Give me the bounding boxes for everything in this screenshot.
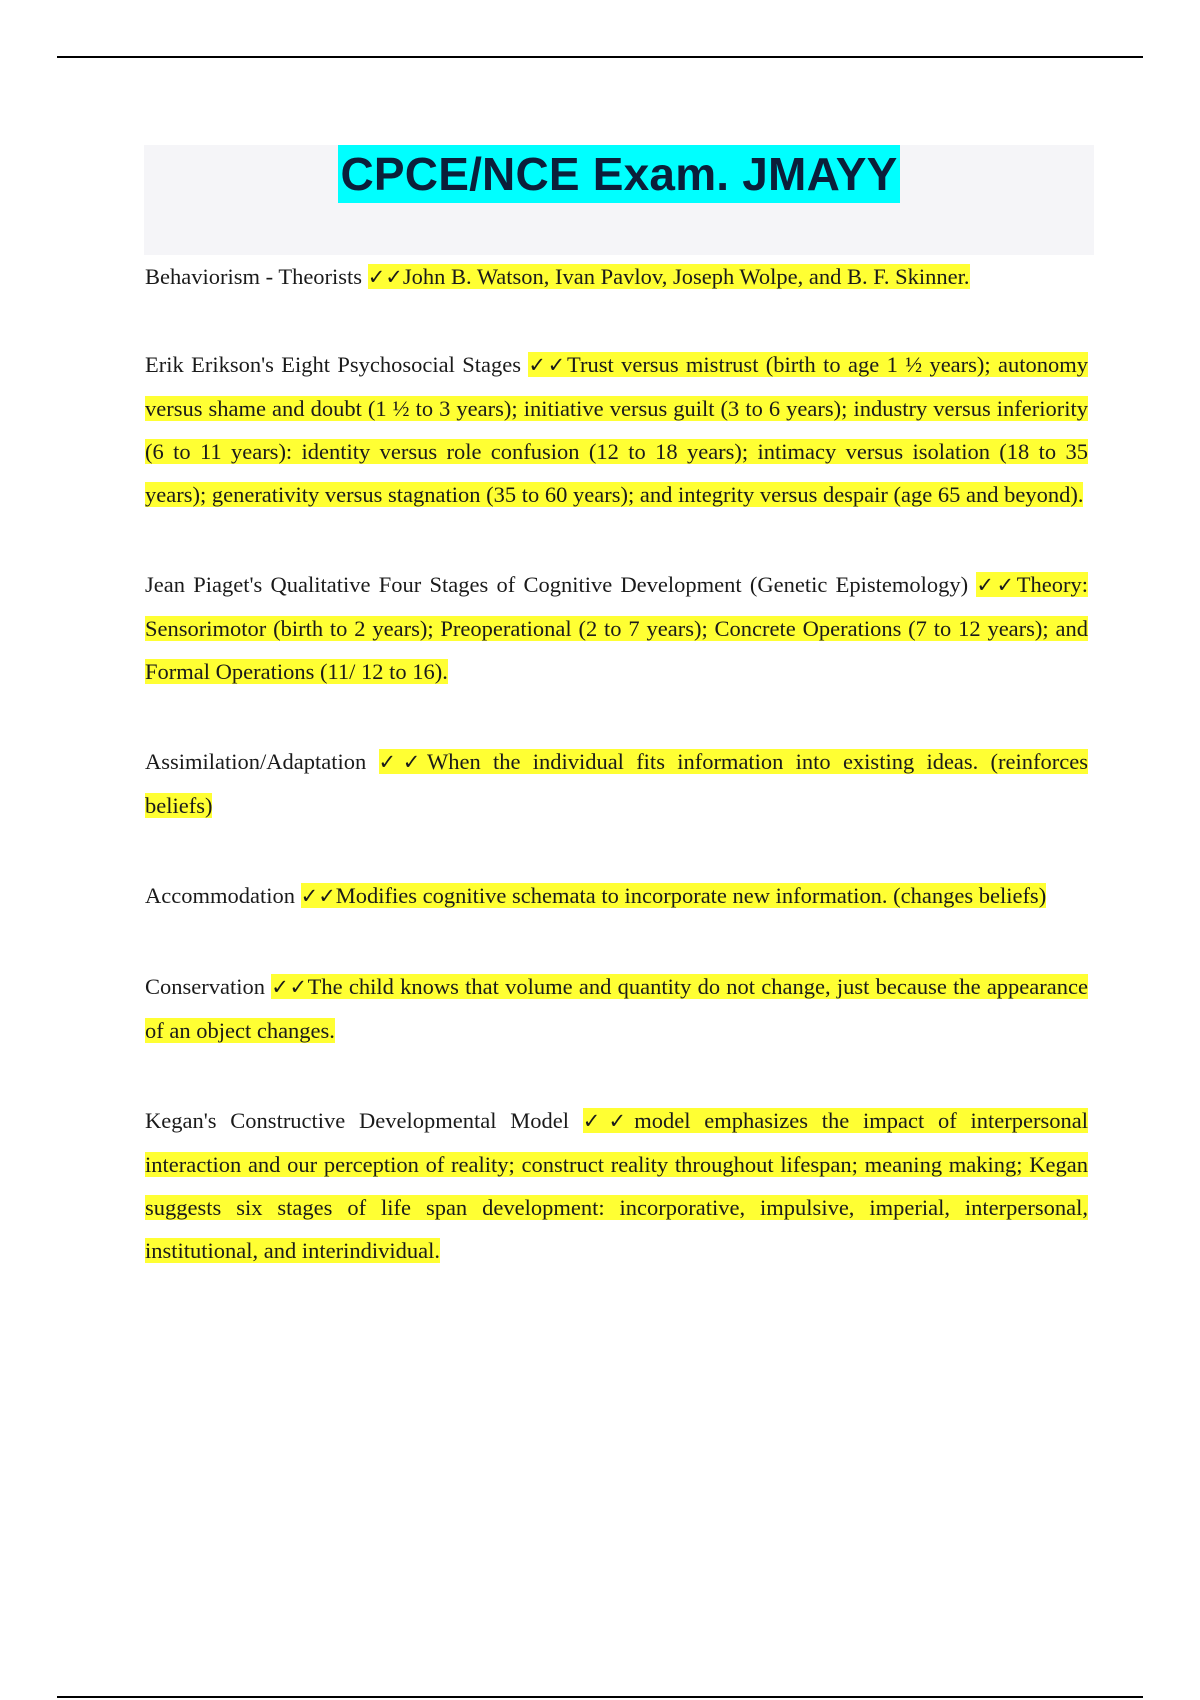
entry-answer-highlight xyxy=(368,264,970,289)
double-check-icon: ✓✓ xyxy=(976,573,1017,597)
entry-conservation xyxy=(145,965,1088,1052)
page-title: CPCE/NCE Exam. JMAYY xyxy=(338,145,899,203)
entry-term: Behaviorism - Theorists xyxy=(145,264,363,289)
top-rule xyxy=(57,56,1143,58)
title-container xyxy=(144,145,1094,203)
document-body xyxy=(145,255,1088,1319)
bottom-rule xyxy=(57,1696,1143,1698)
double-check-icon: ✓✓ xyxy=(528,353,568,377)
double-check-icon: ✓✓ xyxy=(582,1109,635,1133)
entry-piaget xyxy=(145,563,1088,693)
entry-answer: model emphasizes the impact of interpersonal interaction and our perception of reality; construct reality throughout lifespan; meaning making; Kegan suggests six stages of life span development: incorporative, impulsive, imperial, interpersonal, institutional, and interindividual. xyxy=(145,1108,1088,1263)
entry-answer: When the individual fits information into existing ideas. (reinforces beliefs) xyxy=(145,749,1088,818)
entry-answer: The child knows that volume and quantity do not change, just because the appearance of an object changes. xyxy=(145,974,1088,1043)
entry-erikson xyxy=(145,343,1088,516)
entry-answer: John B. Watson, Ivan Pavlov, Joseph Wolpe, and B. F. Skinner. xyxy=(402,264,970,289)
entry-accommodation xyxy=(145,874,1088,918)
entry-kegan xyxy=(145,1099,1088,1272)
entry-behaviorism xyxy=(145,255,1088,299)
double-check-icon: ✓✓ xyxy=(378,750,427,774)
entry-term: Jean Piaget's Qualitative Four Stages of Cognitive Development (Genetic Epistemology) xyxy=(145,572,969,597)
entry-answer: Modifies cognitive schemata to incorporate new information. (changes beliefs) xyxy=(335,883,1047,908)
entry-term: Kegan's Constructive Developmental Model xyxy=(145,1108,570,1133)
double-check-icon: ✓✓ xyxy=(300,884,336,908)
entry-answer: Theory: Sensorimotor (birth to 2 years); Preoperational (2 to 7 years); Concrete Operations (7 to 12 years); and Formal Operations (11/ 12 to 16). xyxy=(145,572,1088,684)
entry-answer: Trust versus mistrust (birth to age 1 ½ years); autonomy versus shame and doubt (1 ½ to 3 years); initiative versus guilt (3 to 6 years); industry versus inferiority (6 to 11 years): identity versus role confusion (12 to 18 years); intimacy versus isolation (18 to 35 years); generativity versus stagnation (35 to 60 years); and integrity versus despair (age 65 and beyond). xyxy=(145,352,1089,507)
entry-answer-highlight xyxy=(301,883,1047,908)
entry-term: Erik Erikson's Eight Psychosocial Stages xyxy=(145,352,521,377)
entry-term: Accommodation xyxy=(145,883,295,908)
entry-answer-highlight xyxy=(145,974,1088,1043)
entry-term: Conservation xyxy=(145,974,265,999)
entry-assimilation xyxy=(145,740,1088,827)
double-check-icon: ✓✓ xyxy=(271,975,308,999)
double-check-icon: ✓✓ xyxy=(367,265,403,289)
entry-term: Assimilation/Adaptation xyxy=(145,749,367,774)
